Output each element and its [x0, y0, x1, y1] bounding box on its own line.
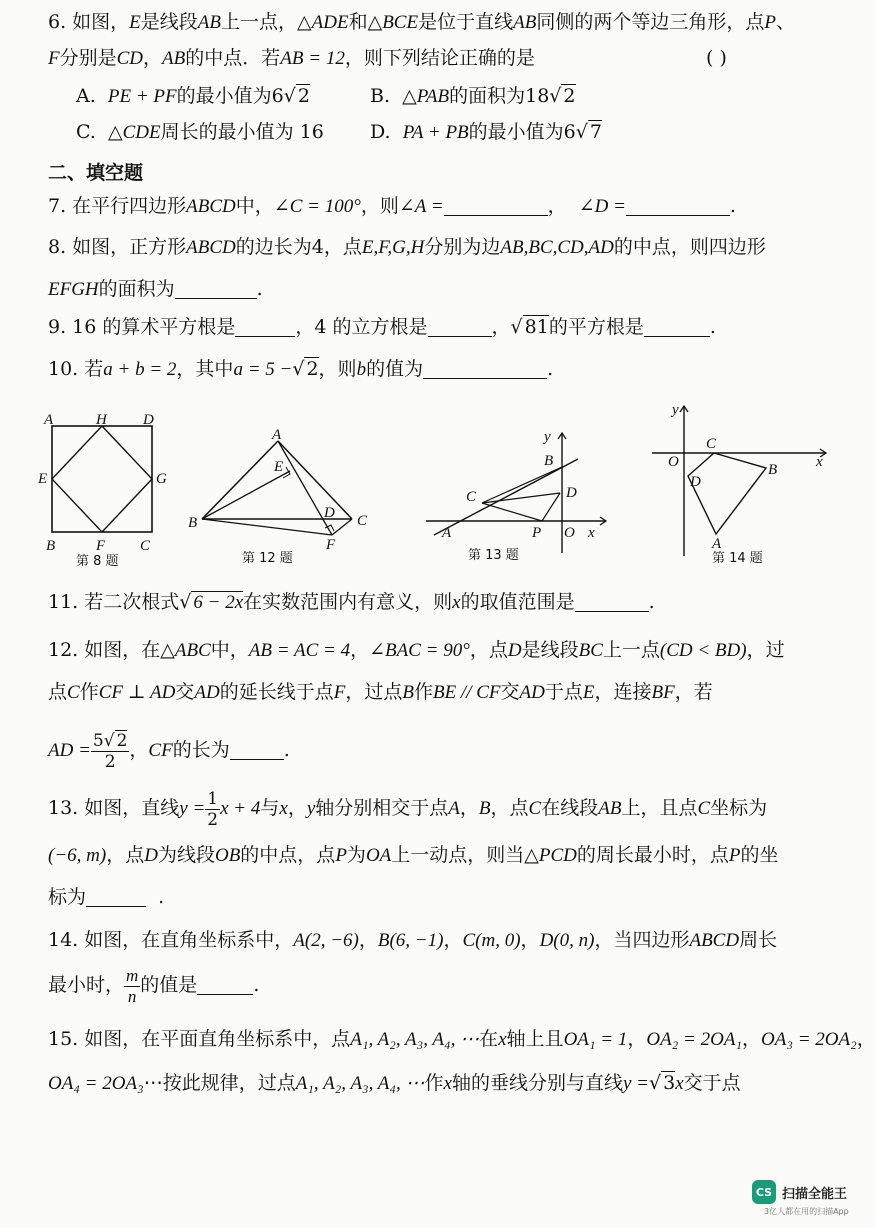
- q12-line1: 12. 如图，在△ABC中，AB = AC = 4，∠BAC = 90°，点D是线段BC上一点(CD < BD)，过: [48, 639, 785, 661]
- label-B: B: [768, 462, 778, 478]
- q6-option-c: C. △CDE周长的最小值为 16: [76, 121, 324, 143]
- answer-blank[interactable]: [230, 741, 284, 760]
- label-O: O: [668, 454, 679, 470]
- figure-caption: 第 12 题: [242, 551, 293, 566]
- section-heading: 二、填空题: [48, 162, 144, 184]
- watermark-subtitle: 3亿人都在用的扫描App: [764, 1207, 849, 1216]
- label-B: B: [544, 453, 554, 469]
- answer-blank[interactable]: [444, 197, 548, 216]
- label-G: G: [156, 471, 167, 487]
- label-y: y: [544, 429, 551, 445]
- figure-q13-line: [418, 425, 618, 567]
- answer-blank[interactable]: [235, 318, 295, 337]
- answer-blank[interactable]: [644, 318, 710, 337]
- q10: 10. 若a + b = 2，其中a = 5 −√ 2，则b的值为 .: [48, 358, 554, 380]
- q14-line1: 14. 如图，在直角坐标系中，A(2, −6)，B(6, −1)，C(m, 0)，D(0, n)，当四边形ABCD周长: [48, 929, 778, 951]
- q13-line1: 13. 如图，直线y = $\frac{1}{2}$ x + 4与x，y轴分别相交于点A，B，点C在线段AB上，且点C坐标为: [48, 788, 768, 830]
- q6-line2: F分别是CD，AB的中点．若AB = 12，则下列结论正确的是: [48, 47, 535, 69]
- label-A: A: [272, 427, 282, 443]
- label-x: x: [816, 454, 823, 470]
- label-C: C: [140, 538, 151, 554]
- q8-line2: EFGH的面积为 .: [48, 278, 263, 300]
- answer-paren: ( ): [706, 47, 727, 69]
- label-y: y: [672, 402, 679, 418]
- label-x: x: [588, 525, 595, 541]
- answer-blank[interactable]: [423, 360, 547, 379]
- figure-q12-triangle: [182, 425, 382, 567]
- label-D: D: [324, 505, 335, 521]
- label-D: D: [143, 412, 154, 428]
- q12-line3: AD = $\frac{5√ 2}{2}$ ，CF的长为 .: [48, 730, 290, 772]
- answer-blank[interactable]: [175, 280, 257, 299]
- label-F: F: [326, 537, 336, 553]
- q9: 9. 16 的算术平方根是 ，4 的立方根是 ，√ 81的平方根是 .: [48, 316, 716, 338]
- answer-blank[interactable]: [197, 976, 253, 995]
- label-O: O: [564, 525, 575, 541]
- q8-line1: 8. 如图，正方形ABCD的边长为4，点E,F,G,H分别为边AB,BC,CD,AD的中点，则四边形: [48, 236, 766, 258]
- fraction: $\frac{5√ 2}{2}$: [92, 730, 128, 772]
- label-E: E: [38, 471, 48, 487]
- label-C: C: [466, 489, 477, 505]
- q7: 7. 在平行四边形ABCD中，∠C = 100°，则∠A = ， ∠D = .: [48, 195, 736, 217]
- label-D: D: [690, 474, 701, 490]
- label-A: A: [712, 536, 722, 552]
- q14-line2: 最小时， $\frac{m}{n}$ 的值是 .: [48, 965, 260, 1006]
- answer-blank[interactable]: [626, 197, 730, 216]
- fraction: $\frac{m}{n}$: [126, 965, 139, 1006]
- figure-caption: 第 14 题: [712, 551, 763, 566]
- q13-line3: 标为 .: [48, 886, 165, 908]
- q6-option-a: A. PE + PF的最小值为6√ 2: [76, 85, 310, 107]
- figure-q8-square: [36, 410, 176, 569]
- label-D: D: [566, 485, 577, 501]
- q6-option-d: D. PA + PB的最小值为6√ 7: [370, 121, 602, 143]
- q15-line1: 15. 如图，在平面直角坐标系中，点A₁, A₂, A₃, A₄, ⋯在x轴上且OA₁ = 1，OA₂ = 2OA₁，OA₃ = 2OA₂，: [48, 1028, 876, 1050]
- q13-line2: (−6, m)，点D为线段OB的中点，点P为OA上一动点，则当△PCD的周长最小时，点P的坐: [48, 844, 779, 866]
- label-F: F: [96, 538, 106, 554]
- label-P: P: [532, 525, 542, 541]
- answer-blank[interactable]: [428, 318, 492, 337]
- figure-q14-coords: [646, 400, 836, 572]
- label-E: E: [274, 459, 284, 475]
- label-B: B: [46, 538, 56, 554]
- q6-line1: 6. 如图，E是线段AB上一点，△ADE和△BCE是位于直线AB同侧的两个等边三角形，点P、: [48, 11, 795, 33]
- answer-blank[interactable]: [575, 593, 649, 612]
- label-A: A: [442, 525, 452, 541]
- figure-caption: 第 13 题: [468, 548, 519, 563]
- fraction: $\frac{1}{2}$: [207, 788, 219, 830]
- answer-blank[interactable]: [86, 888, 146, 907]
- q12-line2: 点C作CF ⊥ AD交AD的延长线于点F，过点B作BE // CF交AD于点E，连接BF，若: [48, 681, 713, 703]
- figure-caption: 第 8 题: [76, 554, 119, 569]
- watermark-title: 扫描全能王: [782, 1186, 848, 1202]
- scanner-watermark: [752, 1180, 849, 1216]
- camscanner-logo-icon: CS: [752, 1180, 776, 1204]
- q11: 11. 若二次根式√ 6 − 2x在实数范围内有意义，则x的取值范围是 .: [48, 591, 655, 613]
- label-C: C: [357, 513, 368, 529]
- q6-option-b: B. △PAB的面积为18√ 2: [370, 85, 576, 107]
- q15-line2: OA₄ = 2OA₃⋯按此规律，过点A₁, A₂, A₃, A₄, ⋯作x轴的垂线分别与直线y =√ 3x交于点: [48, 1072, 741, 1094]
- label-H: H: [96, 412, 107, 428]
- label-A: A: [44, 412, 54, 428]
- label-C: C: [706, 436, 717, 452]
- label-B: B: [188, 515, 198, 531]
